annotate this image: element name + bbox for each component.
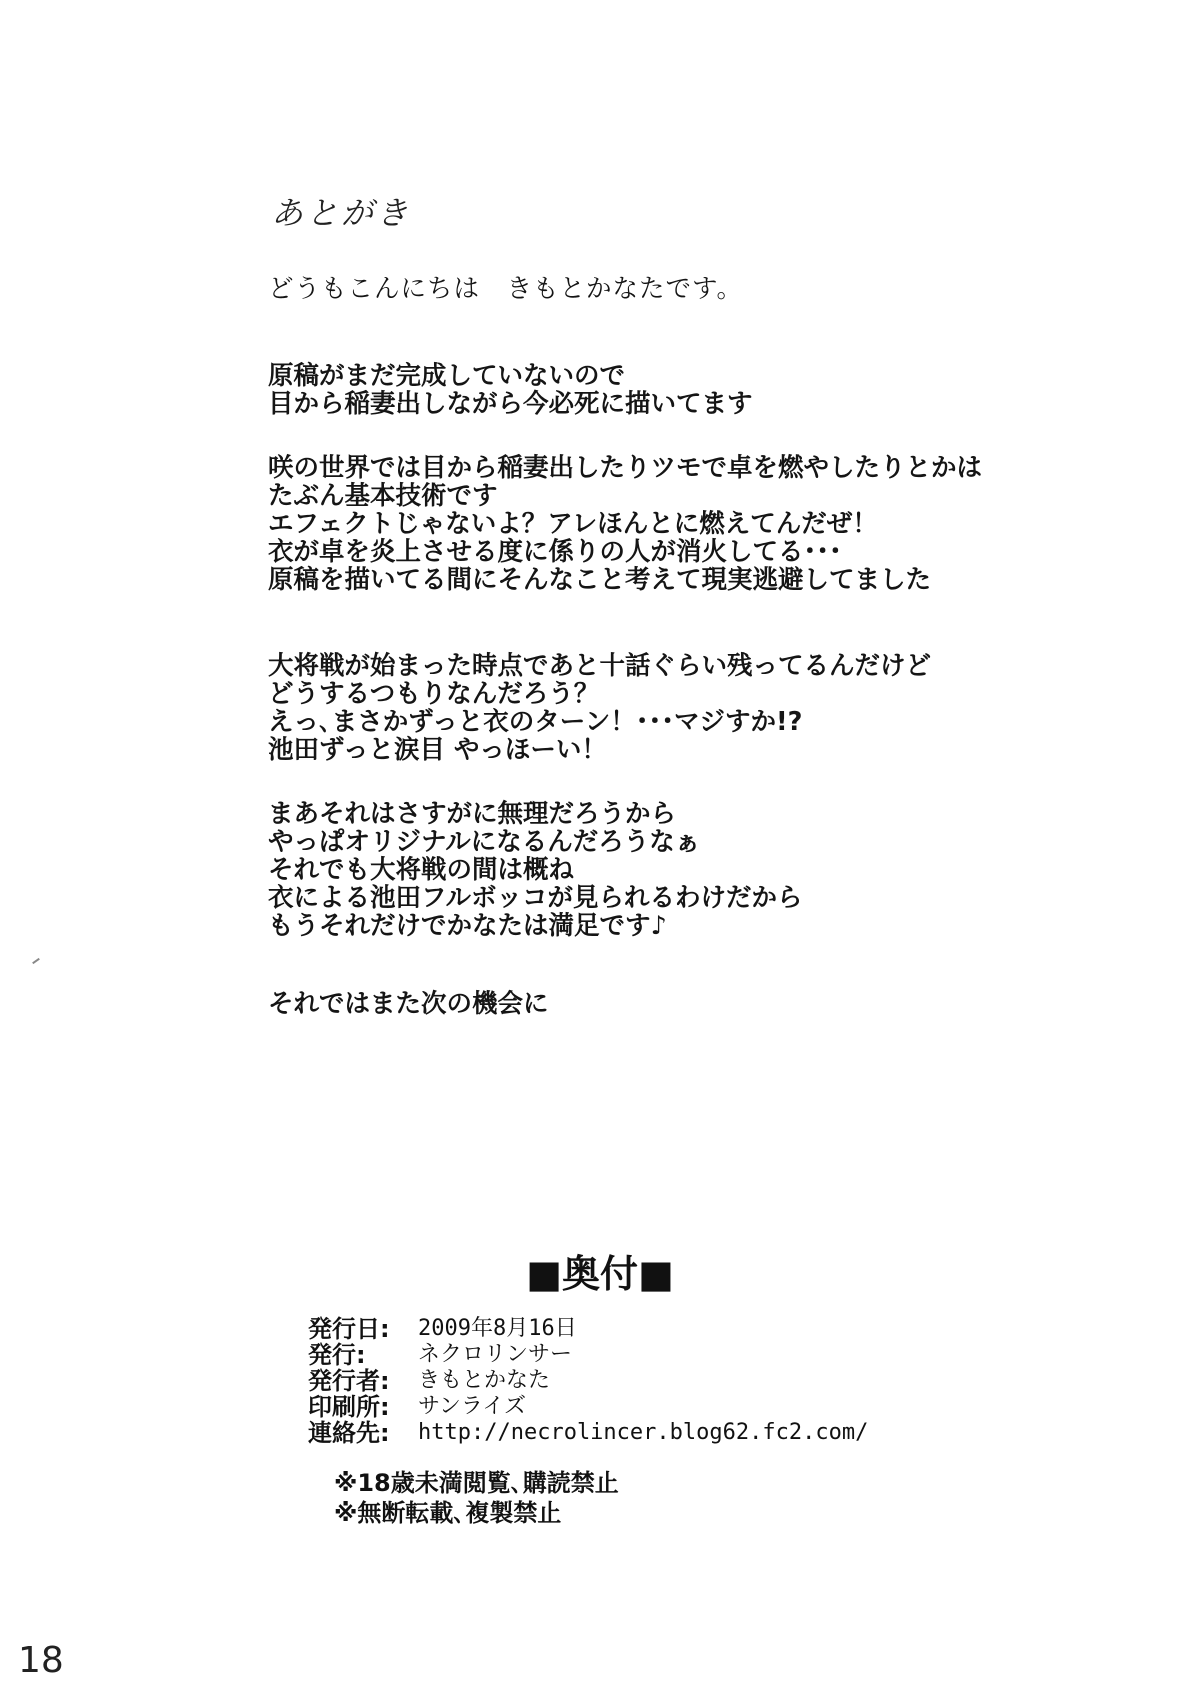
- colophon-label: 連絡先:: [308, 1419, 390, 1447]
- greeting-line: どうもこんにちは きもとかなたです。: [268, 274, 743, 304]
- text-line: やっぱオリジナルになるんだろうなぁ: [268, 827, 701, 857]
- colophon-label: 発行:: [308, 1341, 366, 1369]
- colophon-row-date: [308, 1316, 868, 1342]
- text-line: 衣が卓を炎上させる度に係りの人が消火してる･･･: [268, 537, 842, 567]
- age-restriction-notice: ※18歳未満閲覧､購読禁止: [334, 1469, 619, 1497]
- colophon-row-publisher: [308, 1342, 868, 1368]
- colophon-heading: ■奥付■: [526, 1252, 674, 1296]
- paragraph-2: [268, 454, 1148, 594]
- text-line: 目から稲妻出しながら今必死に描いてます: [268, 389, 753, 419]
- copy-prohibition-notice: ※無断転載､複製禁止: [334, 1499, 562, 1527]
- text-line: それではまた次の機会に: [268, 989, 549, 1019]
- colophon-label: 印刷所:: [308, 1393, 390, 1421]
- colophon-label: 発行者:: [308, 1367, 390, 1395]
- colophon-value: 2009年8月16日: [418, 1316, 577, 1341]
- paragraph-1: [268, 362, 1148, 418]
- text-line: それでも大将戦の間は概ね: [268, 855, 575, 885]
- text-line: 原稿がまだ完成していないので: [268, 361, 626, 391]
- text-line: 咲の世界では目から稲妻出したりツモで卓を燃やしたりとかは: [268, 453, 983, 483]
- text-line: まあそれはさすがに無理だろうから: [268, 799, 677, 829]
- text-line: 池田ずっと涙目 やっほーい！: [268, 735, 607, 765]
- colophon-value: サンライズ: [418, 1394, 527, 1419]
- text-line: 原稿を描いてる間にそんなこと考えて現実逃避してました: [268, 565, 932, 595]
- text-line: もうそれだけでかなたは満足です♪: [268, 911, 667, 941]
- paragraph-4: [268, 800, 1148, 940]
- page-number: 18: [18, 1640, 64, 1681]
- contact-url: http://necrolincer.blog62.fc2.com/: [418, 1420, 869, 1445]
- text-line: たぶん基本技術です: [268, 481, 498, 511]
- text-line: えっ､まさかずっと衣のターン！･･･マジすか!?: [268, 707, 803, 737]
- colophon-value: きもとかなた: [418, 1368, 551, 1393]
- text-line: エフェクトじゃないよ？アレほんとに燃えてんだぜ！: [268, 509, 878, 539]
- scan-speck: [32, 958, 40, 964]
- afterword-body: [268, 275, 1148, 1018]
- notices: [334, 1468, 619, 1528]
- closing-paragraph: [268, 990, 1148, 1018]
- text-line: どうするつもりなんだろう？: [268, 679, 600, 709]
- text-line: 衣による池田フルボッコが見られるわけだから: [268, 883, 803, 913]
- text-line: 大将戦が始まった時点であと十話ぐらい残ってるんだけど: [268, 651, 932, 681]
- colophon-row-printer: [308, 1394, 868, 1420]
- colophon-label: 発行日:: [308, 1315, 390, 1343]
- colophon-value: ネクロリンサー: [418, 1342, 573, 1367]
- paragraph-3: [268, 652, 1148, 764]
- colophon-table: [308, 1316, 868, 1446]
- afterword-title: あとがき: [271, 194, 412, 232]
- colophon-row-contact: [308, 1420, 868, 1446]
- colophon-row-issuer: [308, 1368, 868, 1394]
